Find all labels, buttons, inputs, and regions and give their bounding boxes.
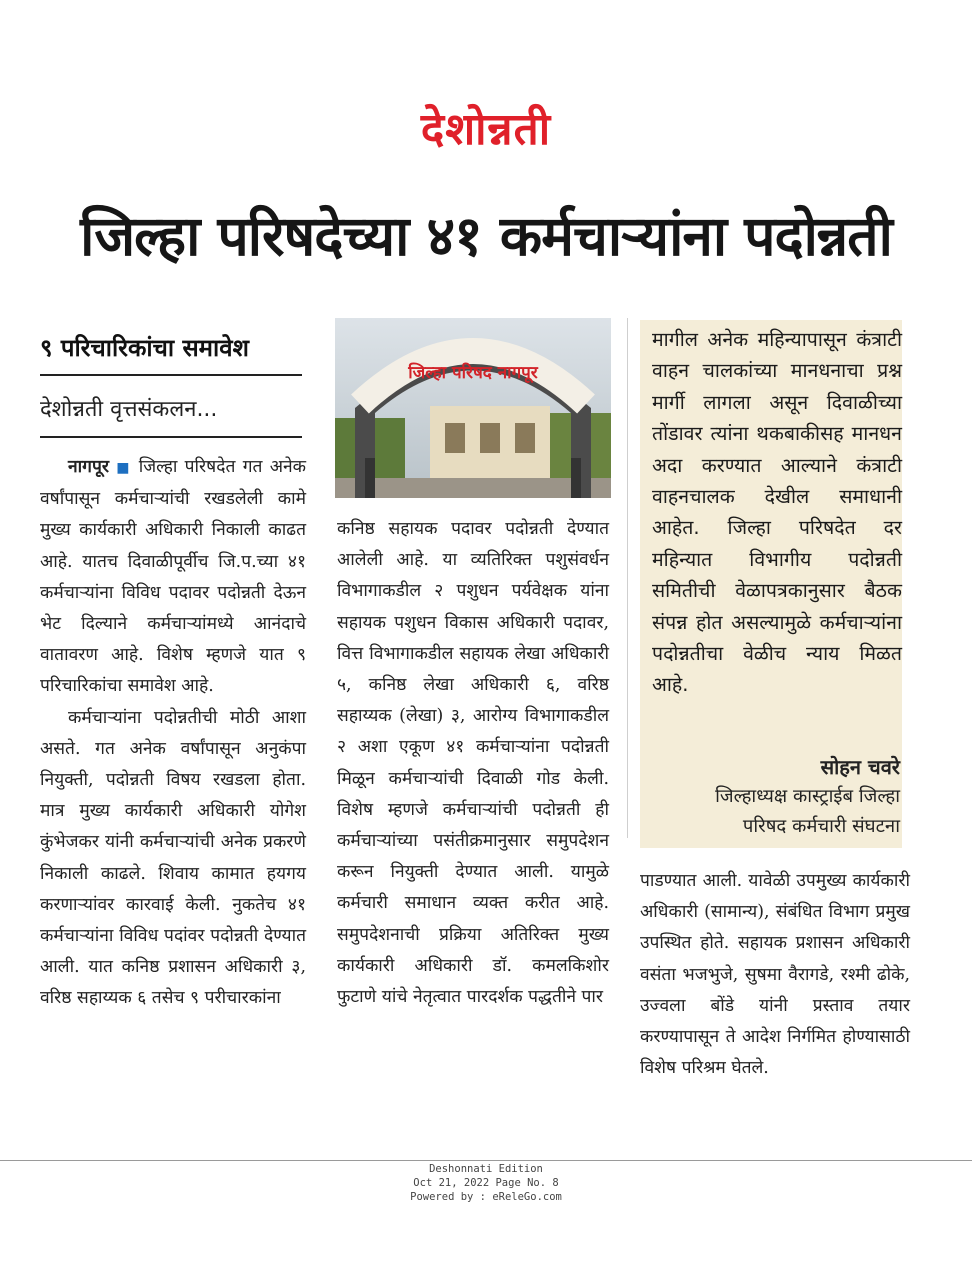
paragraph-2: कर्मचाऱ्यांना पदोन्नतीची मोठी आशा असते. गत अनेक वर्षांपासून अनुकंपा नियुक्ती, पदोन्नती विषय रखडला होता. मात्र मुख्य कार्यकारी अधिकारी योगेश कुंभेजकर यांनी कर्मचाऱ्यांची अनेक प्रकरणे निकाली काढले. शिवाय कामात हयगय करणाऱ्यांवर कारवाई केली. नुकतेच ४१ कर्मचाऱ्यांना विविध पदांवर पदोन्नती देण्यात आली. यात कनिष्ठ प्रशासन अधिकारी ३, वरिष्ठ सहाय्यक ६ तसेच ९ परीचारकांना (40, 707, 306, 1009)
paragraph-3: कनिष्ठ सहायक पदावर पदोन्नती देण्यात आलेली आहे. या व्यतिरिक्त पशुसंवर्धन विभागाकडील २ पशुधन पर्यवेक्षक यांना सहायक पशुधन विकास अधिकारी पदावर, वित्त विभागाकडील सहायक लेखा अधिकारी ५, कनिष्ठ लेखा अधिकारी ६, वरिष्ठ सहाय्यक (लेखा) ३, आरोग्य विभागाकडील २ अशा एकूण ४१ कर्मचाऱ्यांना पदोन्नती मिळून कर्मचाऱ्यांची दिवाळी गोड केली. विशेष म्हणजे कर्मचाऱ्यांची पदोन्नती ही कर्मचाऱ्यांच्या पसंतीक्रमानुसार समुपदेशन करून नियुक्ती देण्यात आली. यामुळे कर्मचारी समाधान व्यक्त करीत आहे. समुपदेशनाची प्रक्रिया अतिरिक्त मुख्य कार्यकारी अधिकारी डॉ. कमलकिशोर फुटाणे यांचे नेतृत्वात पारदर्शक पद्धतीने पार (337, 519, 609, 1008)
headline: जिल्हा परिषदेच्या ४१ कर्मचाऱ्यांना पदोन्नती (80, 204, 892, 268)
byline-divider (40, 436, 302, 438)
dateline-bullet-icon: ■ (116, 460, 132, 476)
dateline: नागपूर (68, 457, 109, 477)
paragraph-1 (40, 452, 306, 703)
byline: देशोन्नती वृत्तसंकलन... (40, 397, 218, 422)
photo-sign-text: जिल्हा परिषद नागपूर (408, 363, 538, 383)
quote-author-designation-1: जिल्हाध्यक्ष कास्ट्राईब जिल्हा (715, 786, 900, 807)
subheadline: ९ परिचारिकांचा समावेश (40, 334, 249, 362)
article-column-1 (40, 452, 306, 1015)
edition-footer (0, 1162, 972, 1204)
footer-edition: Deshonnati Edition (429, 1163, 543, 1175)
news-photo (335, 318, 611, 498)
article-column-2 (337, 514, 609, 1013)
article-column-3 (640, 866, 910, 1084)
masthead-logo: देशोन्नती (420, 104, 552, 155)
paragraph-4: पाडण्यात आली. यावेळी उपमुख्य कार्यकारी अधिकारी (सामान्य), संबंधित विभाग प्रमुख उपस्थित होते. सहायक प्रशासन अधिकारी वसंता भजभुजे, सुषमा वैरागडे, रश्मी ढोके, उज्वला बोंडे यांनी प्रस्ताव तयार करण्यापासून ते आदेश निर्गमित होण्यासाठी विशेष परिश्रम घेतले. (640, 871, 910, 1079)
column-divider (627, 318, 628, 838)
footer-divider (0, 1160, 972, 1161)
paragraph-1-text: जिल्हा परिषदेत गत अनेक वर्षांपासून कर्मचाऱ्यांची रखडलेली कामे मुख्य कार्यकारी अधिकारी निकाली काढत आहे. यातच दिवाळीपूर्वीच जि.प.च्या ४१ कर्मचाऱ्यांना विविध पदावर पदोन्नती देऊन भेट दिल्याने कर्मचाऱ्यांमध्ये आनंदाचे वातावरण आहे. विशेष म्हणजे यात ९ परिचारिकांचा समावेश आहे. (40, 457, 307, 697)
quote-author-name: सोहन चवरे (820, 755, 900, 779)
quote-signature (650, 752, 900, 842)
quote-text: मागील अनेक महिन्यापासून कंत्राटी वाहन चालकांच्या मानधनाचा प्रश्न मार्गी लागला असून दिवाळीच्या तोंडावर त्यांना थकबाकीसह मानधन अदा करण्यात आल्याने कंत्राटी वाहनचालक देखील समाधानी आहेत. जिल्हा परिषदेत दर महिन्यात विभागीय पदोन्नती समितीची वेळापत्रकानुसार बैठक संपन्न होत असल्यामुळे कर्मचाऱ्यांना पदोन्नतीचा वेळीच न्याय मिळत आहे. (652, 328, 902, 697)
subhead-divider (40, 374, 302, 376)
footer-powered-by: Powered by : eReleGo.com (410, 1191, 562, 1203)
footer-date-page: Oct 21, 2022 Page No. 8 (413, 1177, 559, 1189)
quote-author-designation-2: परिषद कर्मचारी संघटना (742, 816, 900, 837)
zp-building-photo (335, 318, 611, 498)
